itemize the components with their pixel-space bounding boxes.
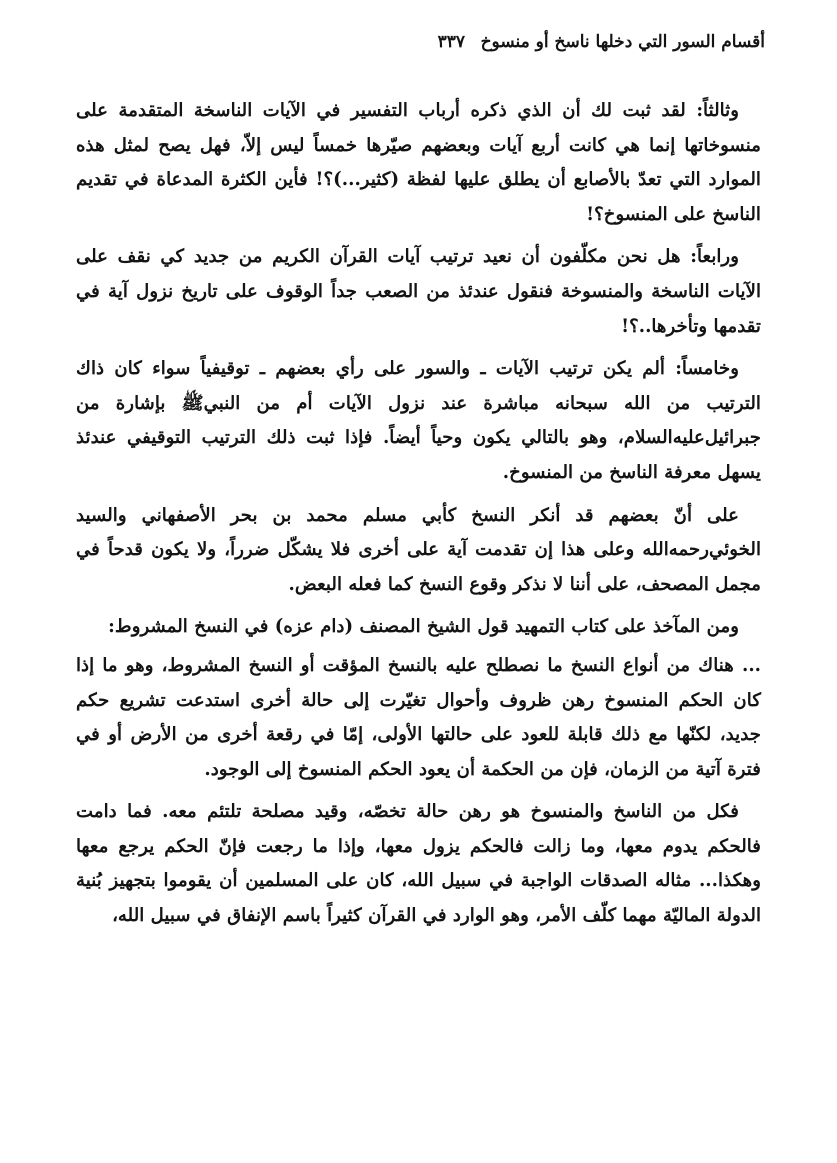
paragraph-deniers: على أنّ بعضهم قد أنكر النسخ كأبي مسلم محمد بن بحر الأصفهاني والسيد الخوئي‌رحمه‌الله وعلى هذا إن تقدمت آية على أخرى فلا يشكّل ضرراً، ولا يكون قدحاً في مجمل المصحف، على أننا لا نذكر وقوع النسخ كما فعله البعض. [76, 504, 761, 595]
body-text [76, 94, 761, 942]
paragraph-example: فكل من الناسخ والمنسوخ هو رهن حالة تخصّه، وقيد مصلحة تلتئم معه. فما دامت فالحكم يدوم معها، وما زالت فالحكم يزول معها، وإذا ما رجعت فإنّ الحكم يرجع معها وهكذا... مثاله الصدقات الواجبة في سبيل الله، كان على المسلمين أن يقوموا بتجهيز بُنية الدولة الماليّة مهما كلّف الأمر، وهو الوارد في القرآن كثيراً باسم الإنفاق في سبيل الله، [76, 801, 761, 927]
paragraph-fourthly: ورابعاً: هل نحن مكلّفون أن نعيد ترتيب آيات القرآن الكريم من جديد كي نقف على الآيات الناسخة والمنسوخة فنقول عندئذ من الصعب جداً الوقوف على تاريخ نزول آية في تقدمها وتأخرها..؟! [76, 246, 761, 337]
paragraph-fifthly: وخامساً: ألم يكن ترتيب الآيات ـ والسور على رأي بعضهم ـ توقيفياً سواء كان ذاك الترتيب من الله سبحانه مباشرة عند نزول الآيات أم من النبيﷺ بإشارة من جبرائيل‌عليه‌السلام، وهو بالتالي يكون وحياً أيضاً. فإذا ثبت ذلك الترتيب التوقيفي عندئذ يسهل معرفة الناسخ من المنسوخ. [76, 358, 761, 483]
paragraph-quoted-conditional-abrogation: ... هناك من أنواع النسخ ما نصطلح عليه بالنسخ المؤقت أو النسخ المشروط، وهو ما إذا كان الحكم المنسوخ رهن ظروف وأحوال تغيّرت إلى حالة أخرى استدعت تشريع حكم جديد، لكنّها مع ذلك قابلة للعود على حالتها الأولى، إمّا في رقعة أخرى من الأرض أو في فترة آتية من الزمان، فإن من الحكمة أن يعود الحكم المنسوخ إلى الوجود. [76, 654, 761, 780]
page-number: ٣٣٧ [437, 32, 465, 52]
chapter-title: أقسام السور التي دخلها ناسخ أو منسوخ [480, 32, 765, 52]
running-header [72, 28, 765, 60]
paragraph-critique-intro: ومن المآخذ على كتاب التمهيد قول الشيخ المصنف (دام عزه) في النسخ المشروط: [108, 616, 739, 638]
paragraph-thirdly: وثالثاً: لقد ثبت لك أن الذي ذكره أرباب التفسير في الآيات الناسخة المتقدمة على منسوخاتها إنما هي كانت أربع آيات وبعضهم صيّرها خمساً ليس إلاّ، فهل يصح لمثل هذه الموارد التي تعدّ بالأصابع أن يطلق عليها لفظة (كثير...)؟! فأين الكثرة المدعاة في تقديم الناسخ على المنسوخ؟! [76, 100, 761, 225]
